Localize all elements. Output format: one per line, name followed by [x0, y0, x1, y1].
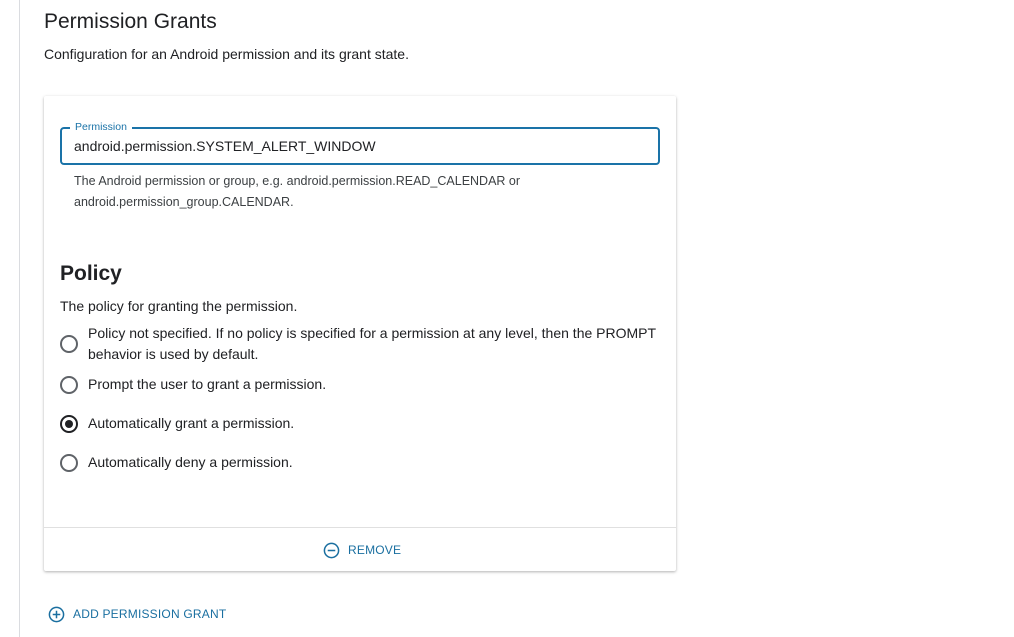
policy-option-label: Automatically deny a permission.	[88, 454, 293, 470]
plus-circle-icon	[48, 606, 65, 623]
permission-field	[60, 121, 660, 165]
section-title: Permission Grants	[44, 10, 217, 33]
radio-button-deny[interactable]	[60, 454, 78, 472]
policy-title: Policy	[60, 262, 122, 285]
remove-button[interactable]	[323, 539, 401, 561]
policy-option-deny[interactable]	[60, 452, 660, 473]
permission-input[interactable]	[74, 129, 650, 163]
radio-button-unspecified[interactable]	[60, 335, 78, 353]
add-permission-grant-button[interactable]	[48, 603, 226, 625]
radio-button-prompt[interactable]	[60, 376, 78, 394]
permission-field-hint: The Android permission or group, e.g. android.permission.READ_CALENDAR or android.permission_group.CALENDAR.	[74, 174, 521, 209]
left-divider	[19, 0, 20, 637]
policy-option-label: Automatically grant a permission.	[88, 415, 295, 431]
add-permission-grant-label: ADD PERMISSION GRANT	[73, 607, 227, 621]
minus-circle-icon	[323, 542, 340, 559]
policy-option-unspecified[interactable]	[60, 323, 660, 365]
policy-option-label: Prompt the user to grant a permission.	[88, 376, 327, 392]
section-description: Configuration for an Android permission and its grant state.	[44, 46, 409, 62]
permission-grant-card	[44, 96, 676, 571]
policy-description: The policy for granting the permission.	[60, 298, 298, 314]
policy-option-grant[interactable]	[60, 413, 660, 434]
remove-button-label: REMOVE	[348, 543, 402, 557]
radio-button-grant[interactable]	[60, 415, 78, 433]
policy-option-prompt[interactable]	[60, 374, 660, 395]
policy-option-label: Policy not specified. If no policy is specified for a permission at any level, then the PROMPT behavior is used by default.	[88, 325, 656, 362]
card-divider	[44, 527, 676, 528]
permission-field-label: Permission	[70, 120, 132, 134]
